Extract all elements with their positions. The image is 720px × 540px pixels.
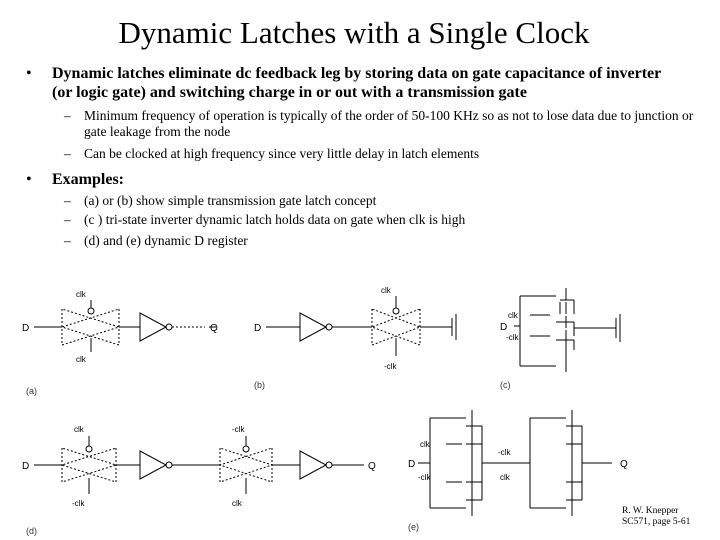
label-q: Q xyxy=(620,459,628,470)
caption-d: (d) xyxy=(26,526,37,536)
label-clk: clk xyxy=(381,286,391,295)
label-clk: clk xyxy=(74,425,84,434)
sub-dash: – xyxy=(64,146,71,161)
label-d: D xyxy=(408,459,416,470)
sub-dash: – xyxy=(64,212,71,227)
caption-b: (b) xyxy=(254,380,265,390)
label-clk: clk xyxy=(76,290,86,299)
label-q: Q xyxy=(210,323,218,334)
label-q: Q xyxy=(368,461,376,472)
label-nclk: -clk xyxy=(506,333,519,342)
author-credit xyxy=(622,506,690,528)
sub-text: Minimum frequency of operation is typically of the order of 50-100 KHz so as not to lose data due to junction or gate leakage from the node xyxy=(84,108,694,139)
credit-line-1: R. W. Knepper xyxy=(622,506,679,516)
slide-title: Dynamic Latches with a Single Clock xyxy=(118,15,590,50)
credit-line-2: SC571, page 5-61 xyxy=(622,517,691,527)
sub-text: Can be clocked at high frequency since very little delay in latch elements xyxy=(84,146,480,161)
sub-dash: – xyxy=(64,193,71,208)
circuit-b xyxy=(266,296,456,356)
label-clk: clk xyxy=(232,499,242,508)
label-clk: clk xyxy=(420,440,430,449)
label-d: D xyxy=(22,461,30,472)
sub-dash: – xyxy=(64,233,71,248)
sub-text: (a) or (b) show simple transmission gate latch concept xyxy=(84,193,377,208)
circuit-c xyxy=(514,288,620,372)
sub-dash: – xyxy=(64,108,71,123)
caption-e: (e) xyxy=(408,522,419,532)
sub-text: (c ) tri-state inverter dynamic latch holds data on gate when clk is high xyxy=(84,212,466,227)
circuit-d xyxy=(34,436,364,494)
circuit-labels xyxy=(22,286,628,536)
label-nclk: -clk xyxy=(384,362,397,371)
caption-a: (a) xyxy=(26,386,37,396)
label-d: D xyxy=(500,322,508,333)
label-nclk: -clk xyxy=(498,448,511,457)
label-clk: clk xyxy=(500,473,510,482)
label-nclk: -clk xyxy=(232,425,245,434)
label-nclk: -clk xyxy=(72,499,85,508)
label-clk: clk xyxy=(76,355,86,364)
circuit-e xyxy=(418,410,612,516)
label-d: D xyxy=(254,323,262,334)
circuit-a xyxy=(34,300,216,352)
bullet-mark: • xyxy=(26,65,32,82)
label-d: D xyxy=(22,323,30,334)
bullet-text: Examples: xyxy=(52,171,124,188)
sub-text: (d) and (e) dynamic D register xyxy=(84,233,248,248)
bullet-text: Dynamic latches eliminate dc feedback leg by storing data on gate capacitance of inverter (or logic gate) and switching charge in or out with a transmission gate xyxy=(52,65,661,101)
caption-c: (c) xyxy=(500,380,511,390)
label-clk: clk xyxy=(508,311,518,320)
bullet-mark: • xyxy=(26,171,32,188)
label-nclk: -clk xyxy=(418,473,431,482)
